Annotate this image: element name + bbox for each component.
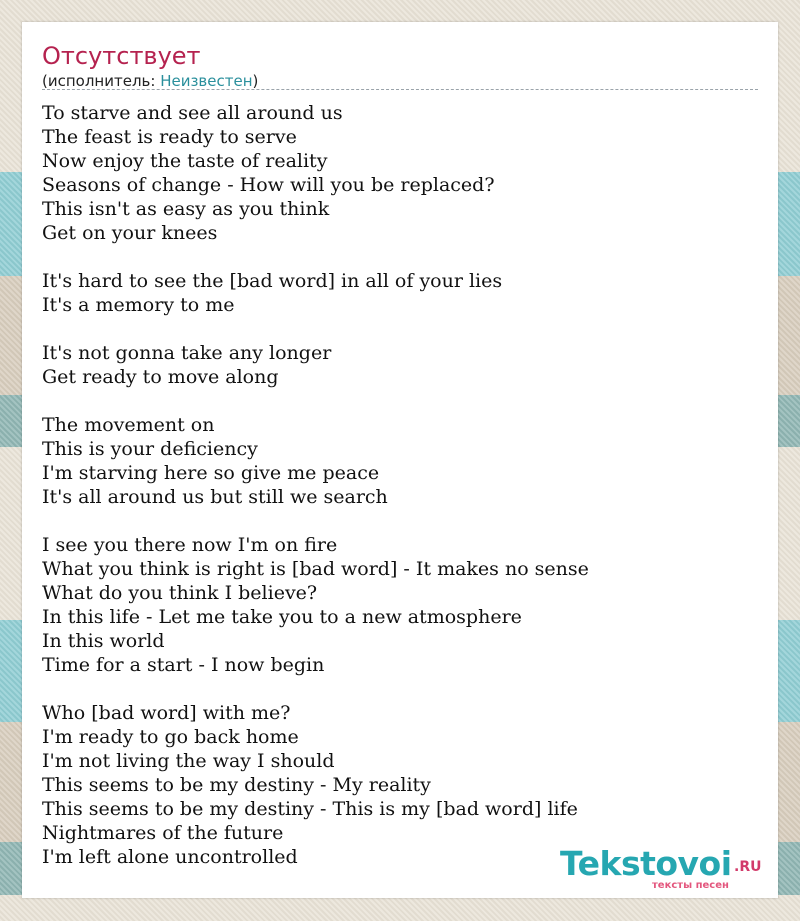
lyric-line: It's all around us but still we search [42, 486, 388, 508]
lyric-line [42, 509, 742, 533]
artist-link[interactable]: Неизвестен [160, 72, 253, 90]
logo-domain: .RU [734, 859, 762, 875]
logo-text: Tekstovoi [560, 844, 732, 883]
lyric-line: The feast is ready to serve [42, 126, 297, 148]
logo-subtitle: тексты песен [652, 880, 729, 891]
lyric-line: This is your deficiency [42, 438, 258, 460]
lyric-line: I see you there now I'm on fire [42, 534, 338, 556]
lyric-line: In this world [42, 630, 165, 652]
lyric-line: This seems to be my destiny - My reality [42, 774, 431, 796]
lyric-line: Get on your knees [42, 222, 218, 244]
lyric-line: I'm not living the way I should [42, 750, 335, 772]
song-title: Отсутствует [42, 42, 201, 70]
lyric-line: To starve and see all around us [42, 102, 343, 124]
lyric-line [42, 317, 742, 341]
lyric-line: What do you think I believe? [42, 582, 318, 604]
lyric-line: I'm left alone uncontrolled [42, 846, 298, 868]
lyric-line: Nightmares of the future [42, 822, 284, 844]
lyric-line: Get ready to move along [42, 366, 279, 388]
artist-suffix: ) [252, 72, 259, 90]
lyric-line [42, 245, 742, 269]
site-logo[interactable] [560, 846, 770, 894]
lyric-line: It's a memory to me [42, 294, 235, 316]
lyric-line [42, 677, 742, 701]
lyric-line: It's not gonna take any longer [42, 342, 332, 364]
lyrics-card [22, 22, 778, 898]
lyric-line: In this life - Let me take you to a new atmosphere [42, 606, 522, 628]
lyric-line: Who [bad word] with me? [42, 702, 291, 724]
lyric-line: It's hard to see the [bad word] in all of your lies [42, 270, 503, 292]
lyric-line: This seems to be my destiny - This is my [bad word] life [42, 798, 578, 820]
lyrics-text [42, 101, 742, 869]
artist-line [42, 71, 258, 91]
lyric-line: Now enjoy the taste of reality [42, 150, 328, 172]
lyric-line: I'm starving here so give me peace [42, 462, 380, 484]
artist-prefix: (исполнитель: [42, 72, 161, 90]
lyric-line: Time for a start - I now begin [42, 654, 325, 676]
lyric-line: This isn't as easy as you think [42, 198, 330, 220]
title-divider [42, 89, 758, 90]
lyric-line: The movement on [42, 414, 215, 436]
lyric-line: Seasons of change - How will you be replaced? [42, 174, 495, 196]
lyric-line: What you think is right is [bad word] - It makes no sense [42, 558, 589, 580]
lyric-line: I'm ready to go back home [42, 726, 299, 748]
lyric-line [42, 389, 742, 413]
